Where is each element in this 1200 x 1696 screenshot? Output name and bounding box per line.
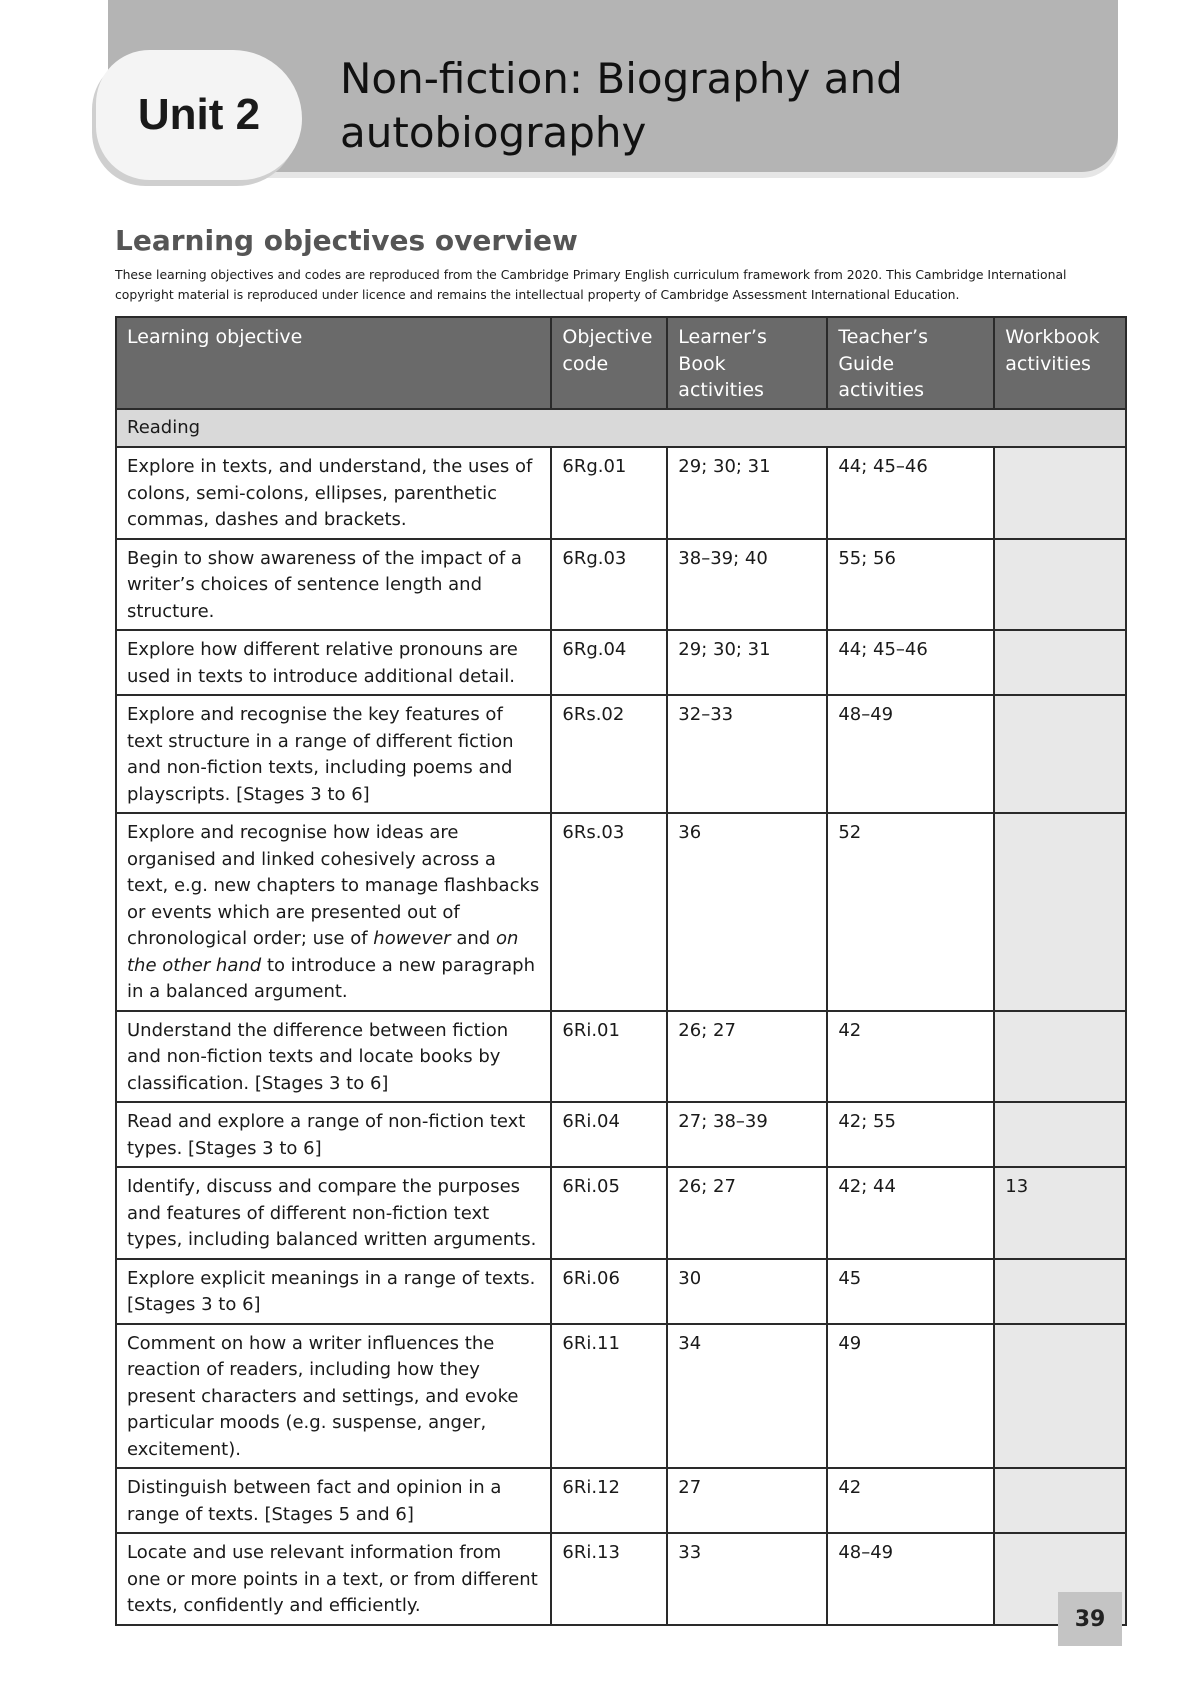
objective-code-cell: 6Ri.11 xyxy=(551,1324,667,1469)
workbook-cell xyxy=(994,1259,1126,1324)
teachers-guide-cell: 55; 56 xyxy=(827,539,994,631)
unit-badge xyxy=(96,50,302,180)
header-objective-code: Objective code xyxy=(551,317,667,409)
learners-book-cell: 27; 38–39 xyxy=(667,1102,827,1167)
teachers-guide-cell: 44; 45–46 xyxy=(827,630,994,695)
objective-cell: Locate and use relevant information from one or more points in a text, or from different texts, confidently and efficiently. xyxy=(116,1533,551,1625)
objective-cell: Understand the difference between fiction and non-fiction texts and locate books by classification. [Stages 3 to 6] xyxy=(116,1011,551,1103)
objective-code-cell: 6Rg.01 xyxy=(551,447,667,539)
table-row xyxy=(116,447,1126,539)
objective-code-cell: 6Ri.06 xyxy=(551,1259,667,1324)
objective-code-cell: 6Ri.05 xyxy=(551,1167,667,1259)
learners-book-cell: 29; 30; 31 xyxy=(667,630,827,695)
objective-code-cell: 6Rg.03 xyxy=(551,539,667,631)
objective-code-cell: 6Rs.03 xyxy=(551,813,667,1011)
table-row xyxy=(116,1102,1126,1167)
workbook-cell xyxy=(994,630,1126,695)
objective-cell: Comment on how a writer influences the reaction of readers, including how they present characters and settings, and evoke particular moods (e.g. suspense, anger, excitement). xyxy=(116,1324,551,1469)
workbook-cell xyxy=(994,813,1126,1011)
learners-book-cell: 26; 27 xyxy=(667,1167,827,1259)
objective-code-cell: 6Rg.04 xyxy=(551,630,667,695)
table-row xyxy=(116,1011,1126,1103)
learners-book-cell: 27 xyxy=(667,1468,827,1533)
teachers-guide-cell: 48–49 xyxy=(827,695,994,813)
workbook-cell xyxy=(994,1102,1126,1167)
objective-emphasis: on the other hand xyxy=(127,928,519,976)
objective-code-cell: 6Ri.04 xyxy=(551,1102,667,1167)
intro-text: These learning objectives and codes are reproduced from the Cambridge Primary English curriculum framework from 2020. This Cambridge International copyright material is reproduced under licence and remains the intellectual property of Cambridge Assessment International Education. xyxy=(115,267,1067,302)
section-row xyxy=(116,409,1126,448)
teachers-guide-cell: 52 xyxy=(827,813,994,1011)
learners-book-cell: 32–33 xyxy=(667,695,827,813)
objective-cell: Explore how different relative pronouns are used in texts to introduce additional detail. xyxy=(116,630,551,695)
teachers-guide-cell: 42; 44 xyxy=(827,1167,994,1259)
learners-book-cell: 26; 27 xyxy=(667,1011,827,1103)
objective-emphasis: however xyxy=(373,928,451,949)
learners-book-cell: 36 xyxy=(667,813,827,1011)
teachers-guide-cell: 42; 55 xyxy=(827,1102,994,1167)
objective-text-part: Explore and recognise how ideas are organised and linked cohesively across a text, e.g. new chapters to manage flashbacks or events which are presented out of chronological order; use of xyxy=(127,822,540,949)
objective-text-part: and xyxy=(450,928,496,949)
workbook-cell xyxy=(994,695,1126,813)
table-header-row xyxy=(116,317,1126,409)
learners-book-cell: 29; 30; 31 xyxy=(667,447,827,539)
learners-book-cell: 38–39; 40 xyxy=(667,539,827,631)
objective-cell: Explore in texts, and understand, the uses of colons, semi-colons, ellipses, parenthetic commas, dashes and brackets. xyxy=(116,447,551,539)
table-row xyxy=(116,1468,1126,1533)
table-row xyxy=(116,539,1126,631)
table-row xyxy=(116,695,1126,813)
objective-cell: Read and explore a range of non-fiction text types. [Stages 3 to 6] xyxy=(116,1102,551,1167)
table-row xyxy=(116,1167,1126,1259)
workbook-cell xyxy=(994,447,1126,539)
learners-book-cell: 33 xyxy=(667,1533,827,1625)
teachers-guide-cell: 48–49 xyxy=(827,1533,994,1625)
table-row xyxy=(116,813,1126,1011)
objective-code-cell: 6Ri.01 xyxy=(551,1011,667,1103)
objective-text-part: to introduce a new paragraph in a balanced argument. xyxy=(127,954,535,1002)
section-label-reading: Reading xyxy=(116,409,1126,448)
table-row xyxy=(116,1259,1126,1324)
workbook-cell xyxy=(994,1011,1126,1103)
objective-cell: Distinguish between fact and opinion in a range of texts. [Stages 5 and 6] xyxy=(116,1468,551,1533)
objective-code-cell: 6Rs.02 xyxy=(551,695,667,813)
objective-code-cell: 6Ri.13 xyxy=(551,1533,667,1625)
page-number: 39 xyxy=(1058,1592,1122,1646)
header-teachers-guide: Teacher’s Guide activities xyxy=(827,317,994,409)
learning-objectives-table xyxy=(115,316,1127,1626)
objective-cell: Explore and recognise the key features of text structure in a range of different fiction and non-fiction texts, including poems and playscripts. [Stages 3 to 6] xyxy=(116,695,551,813)
objective-code-cell: 6Ri.12 xyxy=(551,1468,667,1533)
header-learners-book: Learner’s Book activities xyxy=(667,317,827,409)
workbook-cell xyxy=(994,539,1126,631)
workbook-cell: 13 xyxy=(994,1167,1126,1259)
section-heading: Learning objectives overview xyxy=(115,224,578,257)
table-row xyxy=(116,1324,1126,1469)
objective-cell: Explore explicit meanings in a range of texts. [Stages 3 to 6] xyxy=(116,1259,551,1324)
table-row xyxy=(116,1533,1126,1625)
teachers-guide-cell: 45 xyxy=(827,1259,994,1324)
header-learning-objective: Learning objective xyxy=(116,317,551,409)
unit-title: Non-fiction: Biography and autobiography xyxy=(340,54,903,157)
teachers-guide-cell: 42 xyxy=(827,1011,994,1103)
workbook-cell xyxy=(994,1324,1126,1469)
table-row xyxy=(116,630,1126,695)
objective-cell: Identify, discuss and compare the purposes and features of different non-fiction text types, including balanced written arguments. xyxy=(116,1167,551,1259)
teachers-guide-cell: 44; 45–46 xyxy=(827,447,994,539)
objective-cell xyxy=(116,813,551,1011)
unit-label: Unit 2 xyxy=(137,90,261,139)
learners-book-cell: 30 xyxy=(667,1259,827,1324)
header-workbook: Workbook activities xyxy=(994,317,1126,409)
workbook-cell xyxy=(994,1468,1126,1533)
learners-book-cell: 34 xyxy=(667,1324,827,1469)
teachers-guide-cell: 42 xyxy=(827,1468,994,1533)
teachers-guide-cell: 49 xyxy=(827,1324,994,1469)
objective-cell: Begin to show awareness of the impact of a writer’s choices of sentence length and structure. xyxy=(116,539,551,631)
